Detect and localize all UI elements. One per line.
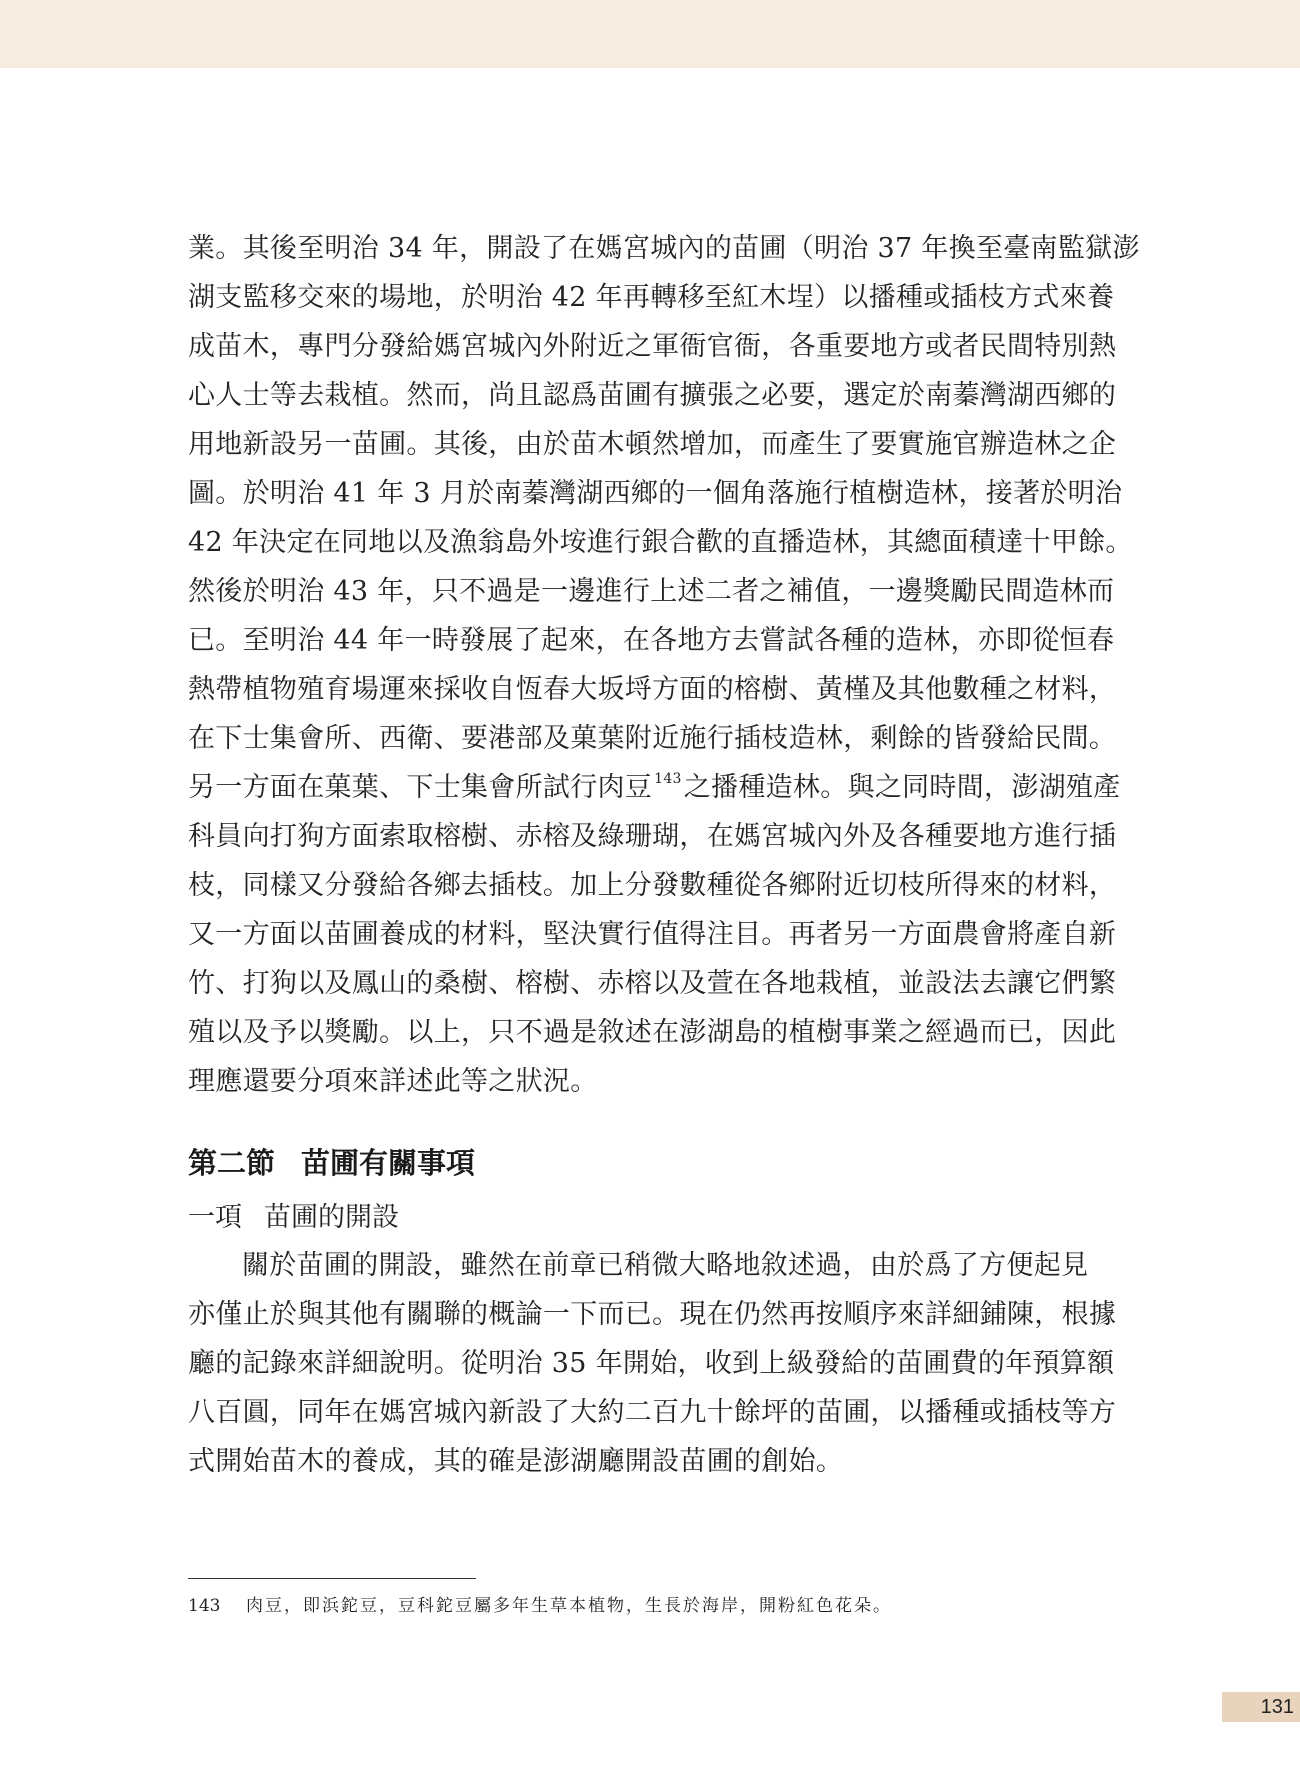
section-heading bbox=[188, 1143, 475, 1183]
footnote bbox=[188, 1593, 892, 1619]
sub-heading-title: 苗圃的開設 bbox=[264, 1202, 399, 1233]
text-line: 然後於明治 43 年，只不過是一邊進行上述二者之補值，一邊獎勵民間造林而 bbox=[188, 576, 1115, 607]
text-line: 亦僅止於與其他有關聯的概論一下而已。現在仍然再按順序來詳細鋪陳，根據 bbox=[188, 1299, 1117, 1330]
text-line-with-footnote bbox=[188, 763, 1121, 812]
text-segment: 之播種造林。與之同時間，澎湖殖產 bbox=[683, 772, 1121, 803]
text-line: 用地新設另一苗圃。其後，由於苗木頓然增加，而產生了要實施官辦造林之企 bbox=[188, 429, 1117, 460]
text-line: 湖支監移交來的場地，於明治 42 年再轉移至紅木埕）以播種或插枝方式來養 bbox=[188, 282, 1115, 313]
section-title: 苗圃有關事項 bbox=[301, 1146, 476, 1180]
footnote-number: 143 bbox=[188, 1596, 221, 1616]
text-line: 科員向打狗方面索取榕樹、赤榕及綠珊瑚，在媽宮城內外及各種要地方進行插 bbox=[188, 821, 1117, 852]
body-paragraph-2 bbox=[188, 1241, 1117, 1486]
body-paragraph-1 bbox=[188, 224, 1140, 1106]
footnote-divider bbox=[188, 1578, 476, 1579]
page-number: 131 bbox=[1260, 1696, 1294, 1718]
text-line: 式開始苗木的養成，其的確是澎湖廳開設苗圃的創始。 bbox=[188, 1446, 844, 1477]
header-band bbox=[0, 0, 1300, 68]
text-line: 42 年決定在同地以及漁翁島外垵進行銀合歡的直播造林，其總面積達十甲餘。 bbox=[188, 527, 1133, 558]
text-line: 關於苗圃的開設，雖然在前章已稍微大略地敘述過，由於爲了方便起見 bbox=[242, 1250, 1089, 1281]
footnote-reference[interactable]: 143 bbox=[654, 771, 682, 787]
text-line: 熱帶植物殖育場運來採收自恆春大坂埒方面的榕樹、黃槿及其他數種之材料， bbox=[188, 674, 1117, 705]
sub-heading-number: 一項 bbox=[188, 1202, 242, 1233]
text-line: 業。其後至明治 34 年，開設了在媽宮城內的苗圃（明治 37 年換至臺南監獄澎 bbox=[188, 233, 1140, 264]
text-line: 在下士集會所、西衛、要港部及菓葉附近施行插枝造林，剩餘的皆發給民間。 bbox=[188, 723, 1117, 754]
text-line: 八百圓，同年在媽宮城內新設了大約二百九十餘坪的苗圃，以播種或插枝等方 bbox=[188, 1397, 1117, 1428]
footnote-text: 肉豆，即浜鉈豆，豆科鉈豆屬多年生草本植物，生長於海岸，開粉紅色花朵。 bbox=[246, 1596, 892, 1616]
text-line: 竹、打狗以及鳳山的桑樹、榕樹、赤榕以及萱在各地栽植，並設法去讓它們繁 bbox=[188, 968, 1117, 999]
text-line: 心人士等去栽植。然而，尚且認爲苗圃有擴張之必要，選定於南蓁灣湖西鄉的 bbox=[188, 380, 1117, 411]
text-line: 已。至明治 44 年一時發展了起來，在各地方去嘗試各種的造林，亦即從恒春 bbox=[188, 625, 1115, 656]
text-line: 殖以及予以獎勵。以上，只不過是敘述在澎湖島的植樹事業之經過而已，因此 bbox=[188, 1017, 1117, 1048]
text-line: 理應還要分項來詳述此等之狀況。 bbox=[188, 1066, 598, 1097]
text-line: 枝，同樣又分發給各鄉去插枝。加上分發數種從各鄉附近切枝所得來的材料， bbox=[188, 870, 1117, 901]
text-line: 成苗木，專門分發給媽宮城內外附近之軍衙官衙，各重要地方或者民間特別熱 bbox=[188, 331, 1117, 362]
text-line: 廳的記錄來詳細說明。從明治 35 年開始，收到上級發給的苗圃費的年預算額 bbox=[188, 1348, 1115, 1379]
text-line: 圖。於明治 41 年 3 月於南蓁灣湖西鄉的一個角落施行植樹造林，接著於明治 bbox=[188, 478, 1123, 509]
text-segment: 另一方面在菓葉、下士集會所試行肉豆 bbox=[188, 772, 653, 803]
sub-heading bbox=[188, 1198, 399, 1238]
section-number: 第二節 bbox=[188, 1146, 276, 1180]
text-line: 又一方面以苗圃養成的材料，堅決實行值得注目。再者另一方面農會將產自新 bbox=[188, 919, 1117, 950]
